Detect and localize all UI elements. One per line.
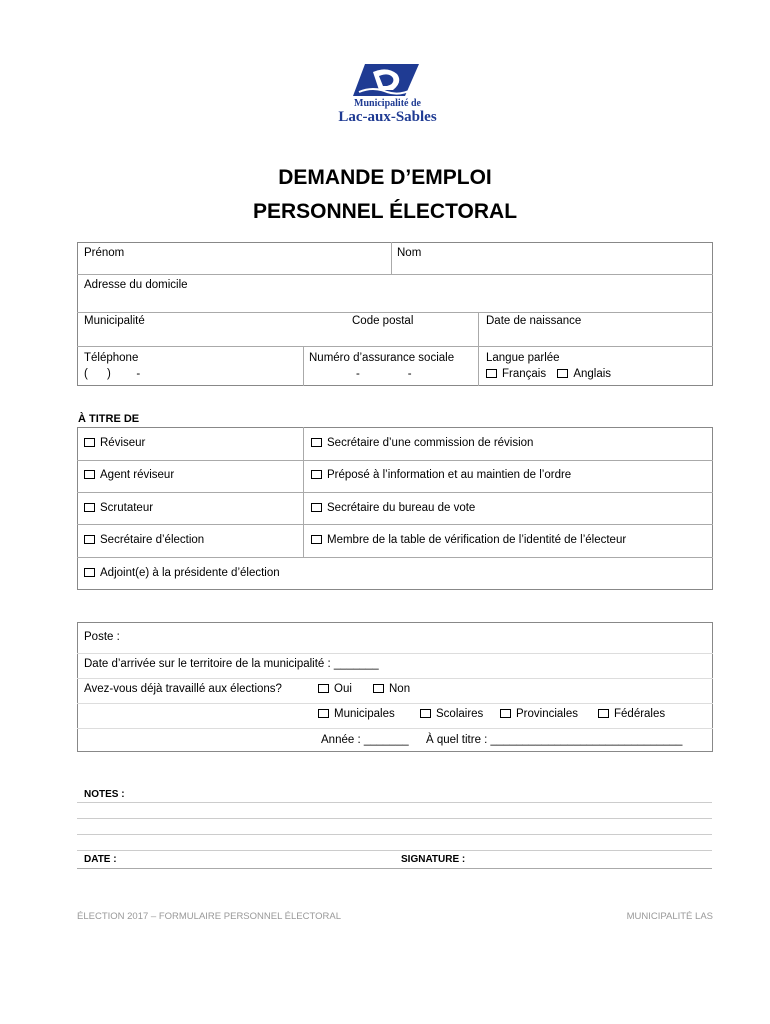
non-option[interactable]: Non: [373, 683, 410, 695]
municipality-logo: [330, 62, 445, 132]
adjoint-option[interactable]: Adjoint(e) à la présidente d’élection: [84, 567, 280, 579]
notes-label: NOTES :: [84, 789, 125, 800]
provinciales-option[interactable]: Provinciales: [500, 708, 578, 720]
nas-label: Numéro d’assurance sociale: [309, 352, 455, 364]
telephone-field[interactable]: ( ) -: [84, 368, 141, 380]
langue-label: Langue parlée: [486, 352, 560, 364]
anglais-checkbox[interactable]: [557, 369, 568, 378]
federales-checkbox[interactable]: [598, 709, 609, 718]
logo-line2: Lac-aux-Sables: [338, 109, 437, 125]
secretaire-bureau-checkbox[interactable]: [311, 503, 322, 512]
langue-options: [486, 368, 611, 380]
nas-field[interactable]: - -: [356, 368, 412, 380]
municipalite-field[interactable]: Municipalité: [84, 315, 145, 327]
date-label: DATE :: [84, 854, 117, 865]
identity-section: [77, 242, 713, 386]
prepose-option[interactable]: Préposé à l’information et au maintien de l’ordre: [311, 469, 571, 481]
date-naissance-field[interactable]: Date de naissance: [486, 315, 582, 327]
reviseur-option[interactable]: Réviseur: [84, 437, 145, 449]
scrutateur-checkbox[interactable]: [84, 503, 95, 512]
municipales-option[interactable]: Municipales: [318, 708, 395, 720]
page-title: DEMANDE D’EMPLOI: [278, 166, 492, 189]
federales-option[interactable]: Fédérales: [598, 708, 665, 720]
agent-reviseur-option[interactable]: Agent réviseur: [84, 469, 174, 481]
poste-field[interactable]: Poste :: [84, 631, 120, 643]
signature-label: SIGNATURE :: [401, 854, 466, 865]
scolaires-checkbox[interactable]: [420, 709, 431, 718]
secretaire-election-option[interactable]: Secrétaire d’élection: [84, 534, 204, 546]
deja-travaille-label: Avez-vous déjà travaillé aux élections?: [84, 683, 282, 695]
logo-line1: Municipalité de: [354, 98, 421, 109]
municipales-checkbox[interactable]: [318, 709, 329, 718]
prepose-checkbox[interactable]: [311, 470, 322, 479]
secretaire-commission-option[interactable]: Secrétaire d’une commission de révision: [311, 437, 533, 449]
non-checkbox[interactable]: [373, 684, 384, 693]
francais-label: Français: [502, 368, 547, 380]
secretaire-bureau-option[interactable]: Secrétaire du bureau de vote: [311, 502, 475, 514]
francais-checkbox[interactable]: [486, 369, 497, 378]
agent-reviseur-checkbox[interactable]: [84, 470, 95, 479]
titre-heading: À TITRE DE: [78, 413, 140, 425]
code-postal-field[interactable]: Code postal: [352, 315, 414, 327]
secretaire-election-checkbox[interactable]: [84, 535, 95, 544]
provinciales-checkbox[interactable]: [500, 709, 511, 718]
footer-right: MUNICIPALITÉ LAS: [626, 911, 713, 922]
membre-table-option[interactable]: Membre de la table de vérification de l’identité de l’électeur: [311, 534, 626, 546]
scrutateur-option[interactable]: Scrutateur: [84, 502, 153, 514]
oui-checkbox[interactable]: [318, 684, 329, 693]
annee-field[interactable]: Année : _______: [321, 734, 409, 746]
footer-left: ÉLECTION 2017 – FORMULAIRE PERSONNEL ÉLECTORAL: [77, 911, 341, 922]
adjoint-checkbox[interactable]: [84, 568, 95, 577]
prenom-field[interactable]: Prénom: [84, 247, 125, 259]
anglais-label: Anglais: [573, 368, 612, 380]
a-quel-titre-field[interactable]: À quel titre : ______________________________: [426, 734, 683, 746]
page-subtitle: PERSONNEL ÉLECTORAL: [252, 200, 518, 223]
oui-option[interactable]: Oui: [318, 683, 352, 695]
membre-table-checkbox[interactable]: [311, 535, 322, 544]
reviseur-checkbox[interactable]: [84, 438, 95, 447]
date-arrivee-field[interactable]: Date d’arrivée sur le territoire de la municipalité : _______: [84, 658, 379, 670]
telephone-label: Téléphone: [84, 352, 139, 364]
scolaires-option[interactable]: Scolaires: [420, 708, 483, 720]
nom-field[interactable]: Nom: [397, 247, 422, 259]
adresse-field[interactable]: Adresse du domicile: [84, 279, 188, 291]
secretaire-commission-checkbox[interactable]: [311, 438, 322, 447]
logo-icon: [353, 62, 423, 98]
